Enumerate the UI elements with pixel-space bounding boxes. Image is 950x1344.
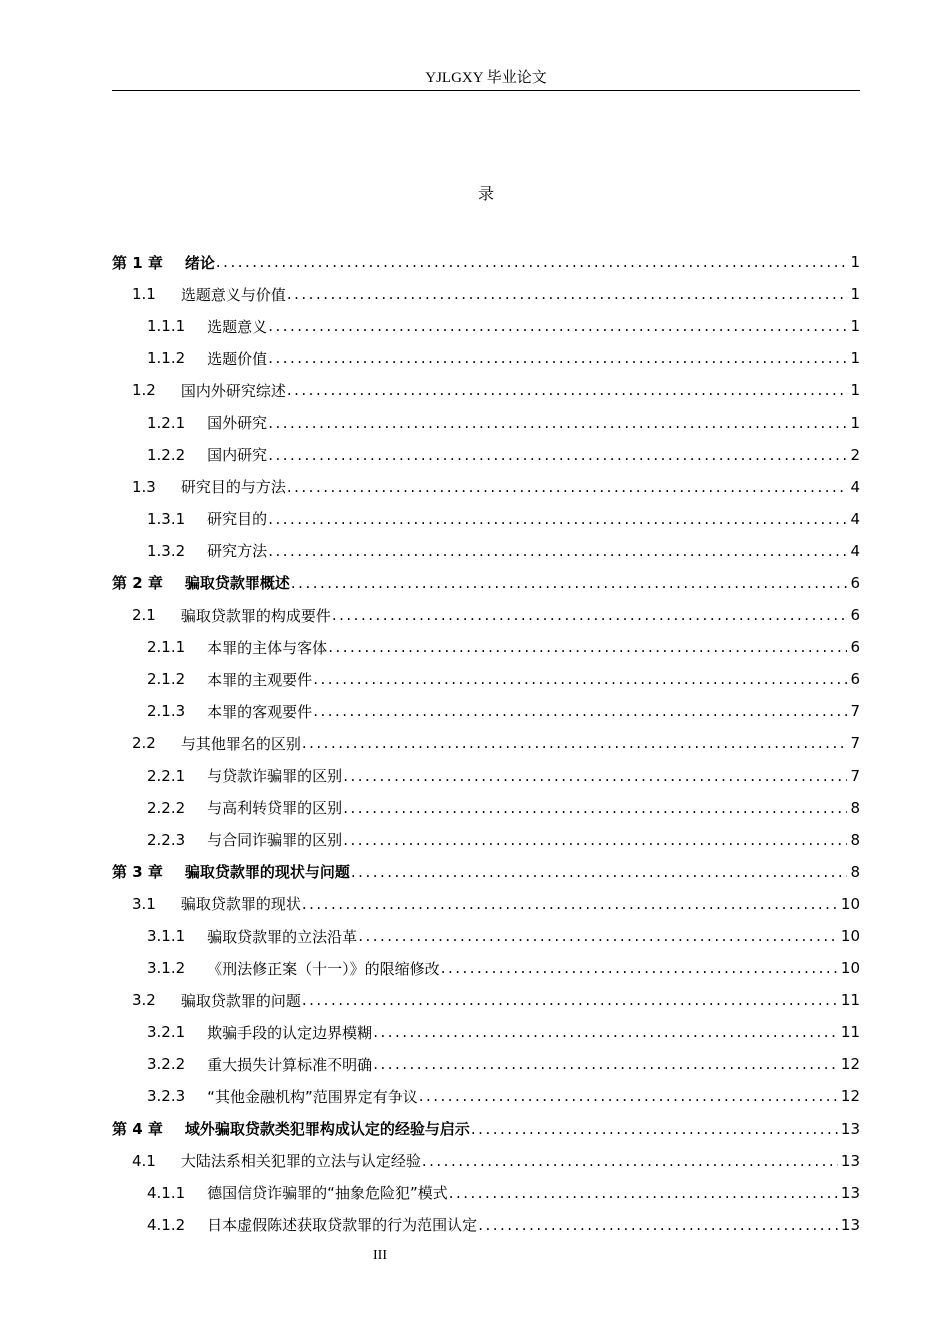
toc-entry[interactable]: [112, 535, 860, 567]
toc-entry-page: 8: [850, 798, 860, 817]
toc-dot-leader: [419, 1087, 838, 1105]
toc-entry-number: 3.2.3: [147, 1087, 186, 1106]
toc-entry-title: 骗取贷款罪的现状与问题: [184, 863, 350, 882]
toc-entry[interactable]: [112, 439, 860, 471]
toc-entry[interactable]: [112, 374, 860, 406]
toc-entry-title: 与合同诈骗罪的区别: [207, 831, 343, 850]
toc-entry-page: 6: [850, 573, 860, 592]
toc-entry[interactable]: [112, 1113, 860, 1145]
toc-dot-leader: [422, 1152, 838, 1170]
toc-entry-page: 1: [850, 285, 860, 304]
toc-entry[interactable]: [112, 1177, 860, 1209]
toc-entry-number: 4.1: [132, 1151, 156, 1170]
table-of-contents: [112, 246, 860, 1241]
toc-entry-title: 与高利转贷罪的区别: [207, 799, 343, 818]
toc-entry-page: 1: [850, 413, 860, 432]
toc-entry-number: 1.2.1: [147, 413, 186, 432]
toc-entry-page: 7: [850, 766, 860, 785]
toc-entry-number: 1.1: [132, 285, 156, 304]
toc-entry-number: 第 1 章: [112, 253, 163, 272]
header-rule: [112, 90, 860, 91]
toc-dot-leader: [343, 831, 847, 849]
toc-entry-number: 4.1.1: [147, 1183, 186, 1202]
toc-entry[interactable]: [112, 920, 860, 952]
toc-entry-number: 1.2: [132, 381, 156, 400]
toc-entry[interactable]: [112, 695, 860, 727]
toc-entry-title: 骗取贷款罪的问题: [180, 991, 301, 1010]
toc-dot-leader: [358, 927, 838, 945]
toc-entry-title: 与其他罪名的区别: [180, 734, 301, 753]
toc-dot-leader: [268, 446, 847, 464]
toc-entry-title: 域外骗取贷款类犯罪构成认定的经验与启示: [184, 1120, 470, 1139]
toc-entry-page: 12: [840, 1087, 860, 1106]
toc-dot-leader: [441, 959, 838, 977]
toc-entry-title: 骗取贷款罪的构成要件: [180, 606, 331, 625]
toc-entry-page: 6: [850, 606, 860, 625]
toc-entry-number: 1.3.2: [147, 541, 186, 560]
toc-entry-title: 研究方法: [207, 542, 268, 561]
toc-entry-number: 2.1.3: [147, 702, 186, 721]
toc-entry-title: 大陆法系相关犯罪的立法与认定经验: [180, 1152, 421, 1171]
toc-entry-number: 3.1.1: [147, 927, 186, 946]
toc-entry-number: 2.2.1: [147, 766, 186, 785]
toc-dot-leader: [471, 1120, 838, 1138]
toc-entry-number: 第 2 章: [112, 574, 163, 593]
toc-entry-title: 《刑法修正案（十一）》的限缩修改: [207, 959, 440, 978]
toc-entry[interactable]: [112, 342, 860, 374]
toc-entry-page: 2: [850, 445, 860, 464]
toc-entry[interactable]: [112, 471, 860, 503]
toc-entry-number: 3.2: [132, 991, 156, 1010]
toc-entry-number: 2.2.3: [147, 830, 186, 849]
toc-entry-number: 1.3: [132, 477, 156, 496]
toc-title: 录: [477, 184, 494, 203]
toc-entry-page: 1: [850, 349, 860, 368]
toc-entry-page: 12: [840, 1055, 860, 1074]
page-number: III: [373, 1248, 387, 1263]
toc-entry[interactable]: [112, 1145, 860, 1177]
toc-dot-leader: [268, 317, 847, 335]
toc-dot-leader: [302, 895, 838, 913]
toc-dot-leader: [287, 285, 848, 303]
toc-entry-title: 绪论: [184, 253, 215, 272]
toc-dot-leader: [343, 767, 847, 785]
toc-entry-number: 第 3 章: [112, 863, 163, 882]
toc-entry[interactable]: [112, 631, 860, 663]
toc-entry-page: 8: [850, 830, 860, 849]
toc-dot-leader: [287, 381, 848, 399]
toc-entry-title: 本罪的主观要件: [207, 670, 313, 689]
toc-entry-number: 1.2.2: [147, 445, 186, 464]
toc-entry-title: 骗取贷款罪的立法沿革: [207, 927, 358, 946]
toc-dot-leader: [478, 1216, 838, 1234]
toc-entry[interactable]: [112, 760, 860, 792]
toc-entry-title: 欺骗手段的认定边界模糊: [207, 1023, 373, 1042]
toc-entry-number: 1.3.1: [147, 509, 186, 528]
toc-entry-number: 3.2.1: [147, 1023, 186, 1042]
toc-entry-page: 4: [850, 509, 860, 528]
toc-entry-title: 国外研究: [207, 414, 268, 433]
toc-entry-page: 4: [850, 541, 860, 560]
toc-entry-number: 2.2.2: [147, 798, 186, 817]
toc-entry-page: 10: [840, 959, 860, 978]
toc-entry-page: 11: [840, 991, 860, 1010]
toc-entry-title: “其他金融机构”范围界定有争议: [207, 1087, 418, 1106]
toc-entry[interactable]: [112, 246, 860, 278]
toc-dot-leader: [302, 734, 848, 752]
toc-entry[interactable]: [112, 888, 860, 920]
toc-entry-title: 本罪的客观要件: [207, 702, 313, 721]
toc-entry-title: 选题价值: [207, 349, 268, 368]
toc-dot-leader: [268, 510, 847, 528]
toc-entry-page: 4: [850, 477, 860, 496]
toc-entry-page: 10: [840, 927, 860, 946]
toc-entry-page: 13: [840, 1215, 860, 1234]
toc-entry-page: 13: [840, 1183, 860, 1202]
toc-entry-page: 7: [850, 734, 860, 753]
toc-dot-leader: [268, 414, 847, 432]
toc-dot-leader: [287, 478, 848, 496]
toc-entry-page: 10: [840, 894, 860, 913]
toc-entry[interactable]: [112, 1016, 860, 1048]
toc-entry-number: 3.2.2: [147, 1055, 186, 1074]
toc-entry[interactable]: [112, 567, 860, 599]
toc-dot-leader: [216, 253, 848, 271]
toc-dot-leader: [351, 863, 848, 881]
toc-entry-number: 1.1.2: [147, 349, 186, 368]
toc-dot-leader: [332, 606, 848, 624]
toc-dot-leader: [373, 1055, 838, 1073]
toc-entry-title: 选题意义: [207, 317, 268, 336]
toc-entry-title: 日本虚假陈述获取贷款罪的行为范围认定: [207, 1216, 478, 1235]
toc-entry[interactable]: [112, 503, 860, 535]
toc-entry[interactable]: [112, 1209, 860, 1241]
page-header: YJLGXY 毕业论文: [425, 70, 547, 86]
toc-entry-title: 研究目的与方法: [180, 478, 286, 497]
toc-entry-page: 1: [850, 381, 860, 400]
toc-entry[interactable]: [112, 727, 860, 759]
toc-dot-leader: [449, 1184, 838, 1202]
toc-entry-page: 13: [840, 1119, 860, 1138]
toc-entry-page: 6: [850, 670, 860, 689]
toc-dot-leader: [343, 799, 847, 817]
toc-entry-number: 2.1.1: [147, 638, 186, 657]
toc-entry-number: 2.1: [132, 606, 156, 625]
toc-entry-title: 与贷款诈骗罪的区别: [207, 767, 343, 786]
toc-entry-number: 2.2: [132, 734, 156, 753]
toc-entry[interactable]: [112, 599, 860, 631]
toc-entry[interactable]: [112, 856, 860, 888]
toc-entry-title: 本罪的主体与客体: [207, 638, 328, 657]
toc-entry-page: 13: [840, 1151, 860, 1170]
toc-dot-leader: [302, 991, 838, 1009]
toc-dot-leader: [328, 638, 847, 656]
toc-entry-page: 11: [840, 1023, 860, 1042]
toc-entry[interactable]: [112, 792, 860, 824]
toc-entry-number: 1.1.1: [147, 317, 186, 336]
toc-dot-leader: [313, 702, 847, 720]
toc-dot-leader: [291, 574, 848, 592]
toc-entry-title: 选题意义与价值: [180, 285, 286, 304]
toc-entry-page: 1: [850, 317, 860, 336]
toc-entry-title: 骗取贷款罪概述: [184, 574, 290, 593]
toc-entry-number: 2.1.2: [147, 670, 186, 689]
toc-entry[interactable]: [112, 663, 860, 695]
toc-dot-leader: [268, 542, 847, 560]
toc-entry-number: 第 4 章: [112, 1120, 163, 1139]
toc-entry-title: 重大损失计算标准不明确: [207, 1055, 373, 1074]
toc-entry-title: 研究目的: [207, 510, 268, 529]
toc-entry-page: 7: [850, 702, 860, 721]
toc-entry-page: 8: [850, 862, 860, 881]
toc-entry-title: 骗取贷款罪的现状: [180, 895, 301, 914]
toc-entry-page: 1: [850, 253, 860, 272]
toc-dot-leader: [313, 670, 847, 688]
toc-entry-title: 国内研究: [207, 446, 268, 465]
toc-entry-number: 3.1: [132, 894, 156, 913]
toc-entry-page: 6: [850, 638, 860, 657]
toc-entry[interactable]: [112, 952, 860, 984]
toc-entry[interactable]: [112, 1048, 860, 1080]
toc-entry-title: 德国信贷诈骗罪的“抽象危险犯”模式: [207, 1184, 448, 1203]
toc-dot-leader: [268, 349, 847, 367]
toc-entry[interactable]: [112, 406, 860, 438]
toc-entry[interactable]: [112, 984, 860, 1016]
toc-entry-title: 国内外研究综述: [180, 381, 286, 400]
toc-entry[interactable]: [112, 278, 860, 310]
toc-dot-leader: [373, 1023, 838, 1041]
toc-entry[interactable]: [112, 310, 860, 342]
toc-entry[interactable]: [112, 824, 860, 856]
toc-entry-number: 4.1.2: [147, 1215, 186, 1234]
toc-entry-number: 3.1.2: [147, 959, 186, 978]
toc-entry[interactable]: [112, 1080, 860, 1112]
